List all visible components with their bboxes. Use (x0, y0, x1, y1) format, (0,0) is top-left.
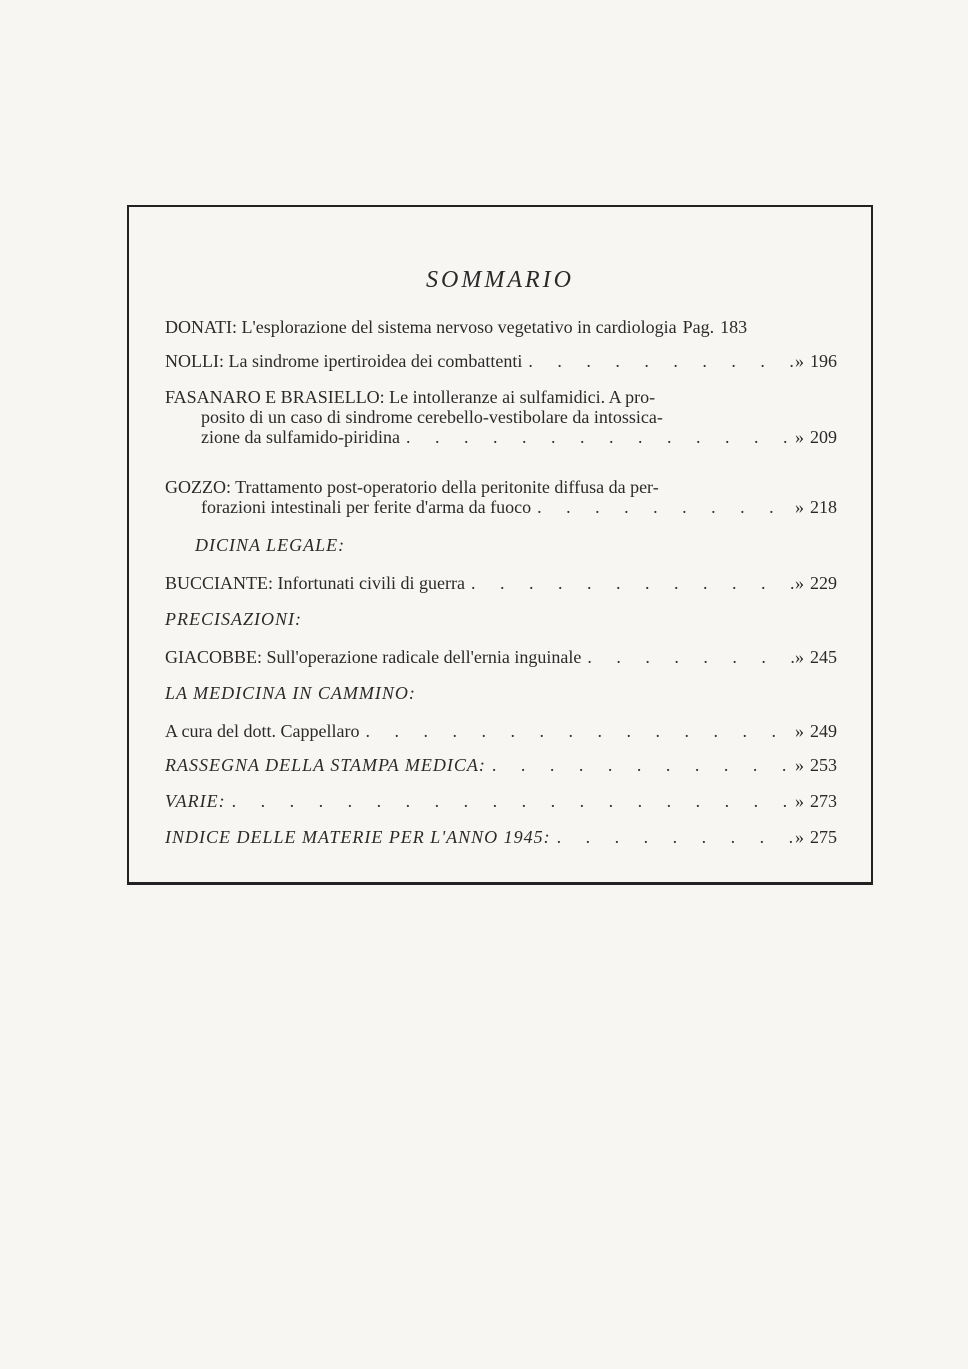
page-number: 209 (810, 427, 837, 447)
entry-text: BUCCIANTE: Infortunati civili di guerra (165, 573, 465, 593)
toc-entry-varie[interactable] (165, 791, 837, 811)
entry-text-continued: zione da sulfamido-piridina (201, 427, 400, 447)
page-ref (795, 827, 837, 847)
page-number: 218 (810, 497, 837, 517)
page-number: 273 (810, 791, 837, 811)
leader-dots (400, 427, 795, 447)
toc-entry-giacobbe[interactable] (165, 647, 837, 667)
entry-text: NOLLI: La sindrome ipertiroidea dei combattenti (165, 351, 523, 371)
entry-text: GOZZO: Trattamento post-operatorio della peritonite diffusa da per- (165, 477, 659, 497)
entry-text-continued: posito di un caso di sindrome cerebello-vestibolare da intossica- (201, 407, 663, 427)
toc-entry-indice[interactable] (165, 827, 837, 847)
entry-text: DONATI: L'esplorazione del sistema nervoso vegetativo in cardiologia (165, 317, 677, 337)
toc-entry-gozzo[interactable] (165, 477, 837, 517)
page-prefix: » (795, 573, 804, 593)
page-prefix: » (795, 755, 804, 775)
page-prefix: » (795, 647, 804, 667)
page-title: SOMMARIO (426, 267, 574, 293)
page-number: 275 (810, 827, 837, 847)
page-prefix: Pag. (682, 317, 715, 337)
leader-dots (359, 721, 795, 741)
entry-text: A cura del dott. Cappellaro (165, 721, 360, 741)
entry-text: GIACOBBE: Sull'operazione radicale dell'ernia inguinale (165, 647, 582, 667)
page-ref (795, 791, 837, 811)
page-prefix: » (795, 791, 804, 811)
page-prefix: » (795, 497, 804, 517)
page-number: 196 (810, 351, 837, 371)
toc-entry-cappellaro[interactable] (165, 721, 837, 741)
summary-frame (127, 205, 873, 885)
page-number: 245 (810, 647, 837, 667)
page-ref (795, 721, 837, 741)
page-ref (795, 497, 837, 517)
page-ref (683, 317, 748, 337)
page-number: 253 (810, 755, 837, 775)
toc-entry-nolli[interactable] (165, 351, 837, 371)
page-ref (795, 647, 837, 667)
page-number: 249 (810, 721, 837, 741)
page-ref (795, 573, 837, 593)
leader-dots (551, 827, 795, 847)
leader-dots (465, 573, 795, 593)
leader-dots (486, 755, 795, 775)
leader-dots (522, 351, 795, 371)
page-prefix: » (795, 721, 804, 741)
leader-dots (531, 497, 795, 517)
entry-text: RASSEGNA DELLA STAMPA MEDICA: (165, 755, 486, 775)
page-number: 183 (720, 317, 748, 337)
page-number: 229 (810, 573, 837, 593)
entry-text: INDICE DELLE MATERIE PER L'ANNO 1945: (165, 827, 551, 847)
page-prefix: » (795, 351, 804, 371)
page-ref (795, 755, 837, 775)
section-heading-medicina-in-cammino: LA MEDICINA IN CAMMINO: (165, 683, 416, 703)
toc-entry-fasanaro[interactable] (165, 387, 837, 447)
toc-entry-donati[interactable] (165, 317, 837, 337)
leader-dots (581, 647, 795, 667)
entry-text: FASANARO E BRASIELLO: Le intolleranze ai sulfamidici. A pro- (165, 387, 656, 407)
toc-entry-bucciante[interactable] (165, 573, 837, 593)
page-prefix: » (795, 427, 804, 447)
entry-text: VARIE: (165, 791, 226, 811)
leader-dots (226, 791, 795, 811)
page-ref (795, 427, 837, 447)
toc-entry-rassegna[interactable] (165, 755, 837, 775)
page-ref (795, 351, 837, 371)
section-heading-precisazioni: PRECISAZIONI: (165, 609, 302, 629)
section-heading-medicina-legale: DICINA LEGALE: (195, 535, 346, 555)
page-prefix: » (795, 827, 804, 847)
entry-text-continued: forazioni intestinali per ferite d'arma da fuoco (201, 497, 532, 517)
